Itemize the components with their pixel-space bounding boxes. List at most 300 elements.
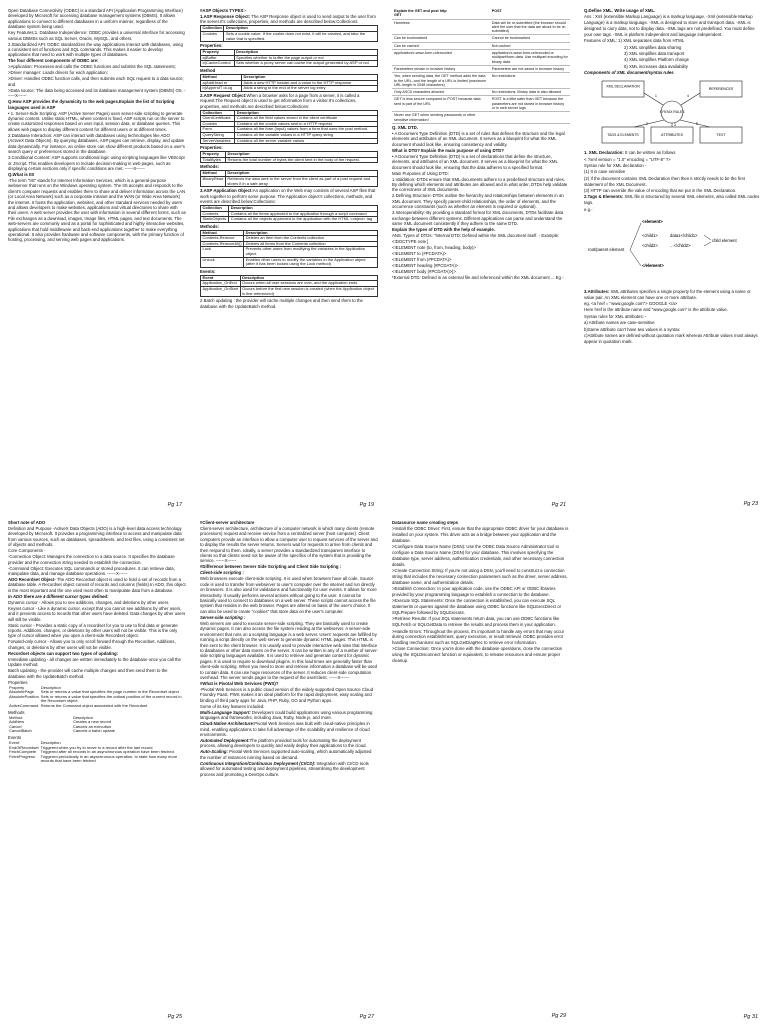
paragraph-text: 3) XML simplifies data transport (624, 50, 685, 56)
paragraph-heading: #What is Pivotal Web Services (PWS)? (200, 680, 279, 686)
step-number: 1 (655, 93, 657, 98)
paragraph (392, 616, 570, 628)
paragraph (584, 157, 762, 163)
table-cell: Sets a cookie value. If the cookie does not exist, it will be created, and take the value that is specified. (224, 32, 378, 42)
paragraph (584, 8, 762, 14)
paragraph-text: c)Attribute names are defined without quotation mark whereas Attribute values must always appear in quotation mark. (584, 332, 758, 344)
tree-root-label: root/parent element (588, 247, 625, 253)
table-cell: EndOfRecordset (9, 744, 39, 750)
table-cell: application/x-www-form-urlencoded (392, 50, 490, 66)
table-cell: Not cached (490, 42, 570, 49)
paragraph (8, 577, 186, 593)
paragraph (200, 681, 378, 686)
table-cell: Contents.RemoveAll() (202, 240, 242, 246)
column-header: Property (201, 50, 235, 56)
paragraph-text: >Driver manager: Loads drivers for each application; (8, 70, 108, 76)
column-header: Description (234, 50, 377, 56)
paragraph-heading: Q.Define XML. Write usage of XML. (584, 8, 656, 13)
table-cell: Yes, when sending data, the GET method adds the data to the URL; and the length of a URL is limited (maximum URL length is 2048 characters) (392, 73, 490, 89)
paragraph-text: 4) XML simplifies Platform change (624, 57, 690, 63)
table-cell: Cannot be bookmarked (490, 35, 570, 42)
page-27-text (200, 520, 378, 777)
response-methods-table (200, 74, 378, 92)
paragraph (8, 520, 186, 525)
table-row (201, 176, 378, 186)
paragraph-text: Open Database Connectivity (ODBC) is a standard API (Application Programming Interface) developed by Microsoft for accessing database management systems (DBMS). It allows applications to connect to different databases in a uniform manner, regardless of the database system being used. (8, 8, 183, 30)
page-17-text (8, 8, 186, 243)
xml-definition (584, 8, 762, 76)
table-cell: No restrictions (490, 73, 570, 89)
xml-declaration-label: XML DECLARATION (606, 84, 640, 89)
paragraph (200, 710, 378, 721)
paragraph (8, 680, 186, 685)
paragraph (8, 657, 186, 668)
paragraph-text: Web browsers execute client-side scripting. It is used when browsers have all code. Source code is used to transfer from webserver to user's computer over the internet and run directly on browsers. It is also used for validations and functionality for user events. It allows for more interactivity. It usually performs several actions without going to the user. It cannot be basically used to connect to databases on a web server. These scripts cannot access the file system that resides in the web browser. Pages are altered on basis of the user's choice. It can also be used to create "cookies" that store data on the user's computer. (200, 576, 377, 614)
column-header: Method (201, 74, 242, 80)
table-cell: POST is a little safer than GET because the parameters are not stored in browser history or in web server logs (490, 96, 570, 112)
paragraph-heading: Explain the types of DTD with the help of example. (392, 227, 495, 232)
page-number: Pg 31 (743, 1013, 758, 1020)
column-header: Description (240, 275, 377, 281)
paragraph (200, 687, 378, 703)
column-header: Property (201, 152, 226, 158)
properties-label: Properties: (200, 43, 223, 49)
paragraph-text: Some of its key features included: (200, 703, 265, 709)
paragraph (8, 111, 186, 133)
table-cell: Cancel (9, 723, 22, 729)
paragraph (584, 14, 762, 37)
paragraph-text: Features of XML: 1) XML separates data from HTML (584, 38, 685, 44)
paragraph (392, 154, 570, 170)
events-label: Events (8, 735, 22, 741)
request-methods-table (200, 170, 378, 187)
table-row (201, 32, 378, 42)
response-properties-table (200, 49, 378, 67)
table-cell: Retrieves the data sent to the server from the client as part of a post request and stores it in a safe array (225, 176, 377, 186)
paragraph (200, 564, 378, 569)
table-row (201, 61, 378, 67)
table-cell: Contains all the field values stored in the client certificate (235, 116, 378, 122)
table-cell: Cookies (201, 32, 224, 42)
table-row (8, 729, 186, 734)
paragraph-text: -The term "IIS" stands for Internet Information Services, which is a general-purpose webserver that runs on the Windows operating system. The IIS accepts and responds to the client's computer requests and enables them to share and deliver information across the LAN (or Local Area Network) such as a corporate intranet and the WAN (or Wide Area Network) the internet. It hosts the application, websites, and other standard services needed by users and allows developers to make websites, applications and virtual directories to share with their users. A web server provides the user with information in several different forms, such as File exchanges as a download, images, Image files, HTML pages, and text documents. The web-servers are commonly used as a portal for sophisticated and highly interactive websites, applications that hold middleware and back-end applications together to make everything operational. It also provides hardware and software components, with the primary function of hosting, processing, and serving web pages and applications. (8, 177, 186, 243)
paragraph (584, 176, 762, 188)
methods-label: Methods: (200, 164, 220, 170)
paragraph (392, 245, 570, 250)
paragraph (584, 57, 762, 63)
paragraph-text: Keyset cursor - Like a dynamic cursor, except that you cannot see additions by other users, and it prevents access to records that other users have deleted. Data changes by other users will still be visible. (8, 605, 186, 622)
paragraph (200, 761, 378, 777)
paragraph (392, 586, 570, 598)
paragraph-text: >Configure Data Source Name (DSN): Use the ODBC Data Source Administrator tool to configure a Data Source Name (DSN) for your database. This involves specifying the database type, server address, authentication credentials, and other necessary connection details. (392, 544, 565, 567)
paragraph (8, 594, 186, 599)
table-cell: GET is less secure compared to POST because data sent is part of the URL (392, 96, 490, 112)
paragraph-heading: Multi-Language Support: (200, 709, 251, 715)
table-cell: Returns the total number of bytes the client sent in the body of the request. (226, 157, 378, 163)
table-cell: Application_OnStart (201, 287, 241, 297)
paragraph (8, 566, 186, 577)
paragraph (8, 526, 186, 548)
paragraph-heading: In ADO there are 4 different cursor types defined: (8, 593, 109, 599)
tree-child2: <child2> (642, 243, 658, 249)
paragraph (200, 520, 378, 525)
paragraph-text: Client-server architecture, architecture of a computer network in which many clients (remote processors) request and receive service from a centralized server (host computer). Client computers provide an interface to allow a computer user to request services of the server and to display the results the server returns. Servers wait for requests to arrive from clients and then respond to them. Ideally, a server provides a standardized transparent interface to clients so that clients need not be aware of the specifics of the system that is providing the service. ------X------ (200, 526, 378, 564)
xml-element-tree (584, 215, 760, 285)
paragraph-text: >Close Connection: Once you're done with the database operations, close the connection using the SQLDisconnect function or equivalent, to release resources and ensure proper cleanup. (392, 646, 563, 664)
page-number: Pg 21 (551, 501, 566, 508)
application-object-title: 3.ASP Application Object: (200, 188, 253, 194)
paragraph-text: < ?xml version = "1.0" encoding = "UTF-8" ?> (584, 156, 671, 162)
table-cell: Contains all the variable values in a HTTP query string (235, 132, 378, 138)
page-29-text (392, 520, 570, 664)
table-cell: Sets whether a proxy server can cache the output generated by ASP or not (234, 61, 377, 67)
paragraph (392, 239, 570, 244)
table-cell: ActiveCommand (9, 703, 39, 709)
paragraph-heading: Continuous Integration/Continuous Deployment (CI/CD): (200, 760, 316, 766)
table-cell: ServerVariables (201, 138, 235, 144)
table-cell: BinaryRead (201, 176, 226, 186)
page-number: Pg 23 (743, 501, 758, 508)
tree-data2: ...</child2> (670, 243, 691, 249)
paragraph-text: >Data source: The data being accessed and its database management system (DBMS) OS. ------X------ (8, 87, 186, 99)
paragraph-text: 3.Conditional Content: ASP supports conditional logic using scripting languages like VBScript or JScript. This enables developers to include decision-making in web pages, such as displaying certain sections only if specific conditions are met. ------X------ (8, 155, 185, 171)
table-cell: AddNew (9, 719, 25, 725)
xml-attributes-text (584, 289, 762, 345)
page-number: Pg 29 (551, 1013, 566, 1020)
paragraph-text: 5) XML increases data availability (624, 63, 688, 69)
paragraph-heading: Auto-Scaling: (200, 749, 228, 755)
paragraph-text: Key Features:1. Database Independence: ODBC provides a universal interface for accessing various DBMSs such as SQL Server, Oracle, MySQL, and others. (8, 30, 185, 41)
table-cell: AbsolutePage (9, 689, 34, 695)
page-21 (384, 0, 576, 512)
method-label: Method (200, 67, 216, 73)
paragraph-heading: Short note of ADO (8, 520, 46, 525)
paragraph-text: Pivotal Web Services supported auto-scaling, which automatically adjusted the number of instances running based on demand. (200, 749, 372, 760)
paragraph (8, 606, 186, 622)
paragraph (584, 45, 762, 51)
page-17 (0, 0, 192, 512)
page-23 (576, 0, 768, 512)
paragraph (392, 171, 570, 176)
paragraph-text: <!ELEMENT note (to, from, heading, body)> (392, 245, 476, 250)
connector (644, 93, 663, 105)
paragraph-heading: The four different components of ODBC are: (8, 58, 99, 64)
paragraph-text: Ans : Xml (extensible Markup Language) is a markup language. -Xml (extensible Markup Language) is a markup language. -XML is designed to store and transport data. -XML is designed to carry data, not to display data. -XML tags are not predefined. You must define your own tags. -XML is platform independent and language independent. (584, 14, 755, 37)
paragraph-heading: 2.Tags & Elements: (584, 194, 624, 200)
table-cell: application/x-www-form-urlencoded or multipart/form-data. Use multipart encoding for binary data (490, 50, 570, 66)
tree-element-close: </element> (642, 263, 664, 269)
table-cell: Contains all the server variable values (235, 138, 378, 144)
table-row (201, 138, 378, 144)
page-27 (192, 512, 384, 1024)
column-header: Collection (201, 110, 235, 116)
step-number: 5 (696, 121, 698, 126)
tree-connector (630, 250, 641, 266)
response-collections-table (200, 25, 378, 42)
table-cell: a)Buffer (201, 55, 235, 61)
column-header: Description (224, 26, 378, 32)
table-cell: Occurs when all user sessions are over, and the application ends (240, 281, 377, 287)
paragraph-text: Syntax rules for XML attributes: - (584, 313, 647, 319)
column-header: Event (9, 740, 20, 746)
paragraph-heading: #Client-server architecture (200, 520, 255, 525)
paragraph (200, 576, 378, 614)
table-cell: Creates a new record (72, 719, 112, 725)
paragraph-text: Dynamic cursor - Allows you to see additions, changes, and deletions by other users. (8, 599, 170, 605)
tree-connector (704, 242, 711, 246)
paragraph (392, 526, 570, 543)
paragraph-text: >Establish Connection: In your application code, use the ODBC API or ODBC libraries provided by your programming language to establish a connection to the database. (392, 586, 556, 597)
paragraph-text: The platform provided tools for automating the deployment process, allowing developers to quickly and easily deploy their applications to the cloud. (200, 737, 367, 749)
paragraph-text: <!ELEMENT from (#PCDATA)> (392, 257, 452, 262)
paragraph (200, 738, 378, 749)
page-number: Pg 19 (359, 501, 374, 508)
paragraph (8, 639, 186, 650)
table-row (201, 257, 378, 267)
table-cell: Returns the Command object associated with the Recordset (40, 703, 148, 709)
column-header: Event (201, 275, 241, 281)
paragraph-heading: Q. XML DTD. (392, 124, 418, 130)
table-row (201, 247, 378, 257)
paragraph-text: • A Document Type Definition (DTD) is a set of rules that defines the structure and the legal elements and attributes of an XML document. It serves as a blueprint for what the XML document should look like, ensuring consistency and validity. (392, 130, 565, 147)
table-cell: Triggered when you try to move to a record after the last record (40, 744, 153, 750)
paragraph-text: Syntax rule for XML declaration - (584, 163, 647, 169)
table-cell: Adds a string to the end of the server log entry (241, 86, 377, 92)
table-row (392, 35, 570, 42)
table-row (392, 96, 570, 112)
page-31 (576, 512, 768, 1024)
recordset-events-table (8, 741, 186, 764)
paragraph (200, 721, 378, 737)
paragraph-text: <!ELEMENT to (#PCDATA)> (392, 251, 447, 256)
column-header: Description (40, 740, 61, 746)
table-row (8, 755, 186, 764)
paragraph (392, 177, 570, 193)
table-cell: Lock (201, 247, 244, 257)
table-cell: Only ASCII characters allowed (392, 89, 490, 96)
table-cell: Contains all the form (input) values from a form that uses the post method (235, 127, 378, 133)
tags-elements-label: TAGS & ELEMENTS (607, 132, 639, 137)
page-25 (0, 512, 192, 1024)
paragraph-heading: 1. XML Declaration: (584, 150, 624, 156)
page-25-text (8, 520, 186, 685)
paragraph-text: The ADO Recordset object is used to hold a set of records from a database table. A Recordset object consist of records and columns (fields).In ADO, this object is the most important and the one used most often to manipulate data from a database. (8, 577, 186, 593)
paragraph (8, 178, 186, 243)
connector (681, 93, 700, 105)
table-cell: Enables other users to modify the variables in the Application object (after it has been locked using the Lock method) (244, 257, 378, 267)
paragraph-text: Definition and Purpose -ActiveX Data Objects (ADO) is a high-level data access technology developed by Microsoft. It provides a programming interface to access and manipulate data from various sources, such as databases, spreadsheets, and text files, using a consistent set of objects and methods. (8, 526, 185, 548)
step-number: 2 (646, 121, 648, 126)
column-header: Description (225, 171, 377, 177)
page-21-text (392, 125, 570, 280)
response-object-intro (200, 14, 378, 25)
table-cell: Application_OnEnd (201, 281, 241, 287)
table-cell: b)CacheControl (201, 61, 235, 67)
table-cell: FetchComplete (9, 749, 37, 755)
table-row (392, 65, 570, 72)
paragraph-text: >Execute SQL Statements: Once the connection is established, you can execute SQL statements or queries against the database using ODBC functions like SQLExecDirect or SQLPrepare followed by SQLExecute. (392, 598, 562, 615)
paragraph-heading: Components of XML document/syntax rules (584, 70, 674, 76)
paragraph-heading: Cloud-Native Architecture: (200, 721, 255, 727)
table-cell: Contains all the objects appended to the application with the HTML <object> tag (229, 217, 378, 223)
paragraph (584, 38, 762, 44)
paragraph-text: Static cursor - Provides a static copy of a recordset for you to use to find data or generate reports. Additions, changes, or deletions by other users will not be visible. This is the only type of cursor allowed when you open a client-side Recordset object. (8, 622, 178, 639)
paragraph-text: (2) If the document contains XML Declaration then then it strictly needs to be the first statement of the XML Document. (584, 175, 745, 187)
tree-child-element-label: child element (712, 238, 737, 244)
paragraph-heading: Automated Deployment: (200, 737, 250, 743)
events-label: Events: (200, 268, 216, 274)
paragraph-text: <!DOCTYPE note [ (392, 239, 429, 244)
table-cell: StaticObjects (201, 217, 229, 223)
paragraph-heading: ADO Recordset Object- (8, 577, 56, 583)
table-row (392, 89, 570, 96)
paragraph (584, 207, 762, 213)
paragraph-text: b)Same attribute can't have two values in a syntax (584, 326, 680, 332)
table-cell (490, 112, 570, 124)
table-cell: Sets or returns a value that specifies the ordinal position of the current record in the Recordset object (40, 693, 182, 704)
paragraph (392, 210, 570, 226)
paragraph-heading: Datasource name creating steps (392, 520, 459, 525)
page-19 (192, 0, 384, 512)
paragraph (392, 520, 570, 526)
table-cell: Can be cached (392, 42, 490, 49)
text-label: TEXT (716, 132, 726, 137)
paragraph (584, 289, 762, 301)
paragraph-text: *External DTD: Defined in an external file and referenced within the XML document ... Eg - (392, 275, 564, 280)
column-header: Description (241, 74, 377, 80)
paragraph (8, 30, 186, 41)
table-cell: Cancels a batch update (72, 728, 115, 734)
paragraph-text: 2) XML simplifies data sharing (624, 44, 682, 50)
paragraph-text: (3) HTTP can override the value of encoding that we put in the XML Declaration. (584, 188, 737, 194)
paragraph-text: 3.Interoperability:-By providing a standard format for XML documents, DTDs facilitate data exchange between different systems. Different applications can parse and understand the same XML document consistently if they adhere to the same DTD. (392, 210, 564, 226)
column-header: Method (201, 230, 244, 236)
paragraph (8, 155, 186, 171)
table-cell: TotalBytes (201, 157, 226, 163)
paragraph (8, 99, 186, 110)
application-object-text: An application on the Web may consists of several ASP files that work together to perform some purpose. The Application object's collections, methods, and events are described below:Collections: (200, 188, 376, 204)
paragraph-text: >Install the ODBC Driver: First, ensure that the appropriate ODBC driver for your database is installed on your system. This driver acts as a bridge between your application and the database. (392, 526, 569, 543)
paragraph-text: It can be written as follows (623, 150, 676, 156)
paragraph (584, 188, 762, 194)
paragraph-text: -Command Object: Executes SQL commands or stored procedures. It can retrieve data, manipulate data, and manage database operations. ------X------ (8, 565, 175, 577)
connector (680, 120, 710, 127)
paragraph (584, 320, 762, 326)
table-cell: Never use GET when sending passwords or other sensitive information! (392, 112, 490, 124)
paragraph-text: >Retrieve Results: If your SQL statements return data, you can use ODBC functions like SQLFetch or SQLGetData to retrieve the results and process them in your application. (392, 616, 560, 628)
table-cell: Specifies whether to buffer the page output or not (234, 55, 377, 61)
table-cell: Cancels an execution (72, 723, 112, 729)
table-cell: AbsolutePosition (9, 693, 39, 699)
column-header: Method (201, 171, 226, 177)
paragraph (392, 125, 570, 130)
column-header: Description (229, 205, 378, 211)
paragraph-heading: 3.Attributes: (584, 288, 610, 294)
table-row (392, 73, 570, 89)
column-header: Collection (202, 25, 222, 31)
paragraph (8, 172, 186, 177)
column-header: Description (244, 230, 378, 236)
table-row (392, 112, 570, 124)
table-cell: Occurs before the first new session is created (when the Application object is first referenced) (240, 287, 377, 297)
attributes-label: ATTRIBUTES (660, 132, 684, 137)
paragraph (392, 598, 570, 615)
paragraph (8, 554, 186, 565)
column-header: Description (226, 152, 378, 158)
xml-components-diagram (584, 79, 760, 147)
paragraph-heading: What is DTD? Explain the main purpose of using DTD? (392, 147, 504, 153)
paragraph-text: XML file is structured by several XML elements, also called XML nodes tags. (584, 194, 760, 206)
paragraph (584, 333, 762, 345)
xml-declaration-text (584, 150, 762, 212)
application-methods-table (200, 230, 378, 268)
page-number: Pg 17 (167, 501, 182, 508)
properties-label: Properties: (200, 145, 223, 151)
paragraph (584, 169, 762, 175)
paragraph-text: 2.Database Interaction: ASP can interact with databases using technologies like ADO (ActiveX Data Objects). By querying databases, ASP pages can retrieve, display, and update data dynamically. For instance, an online store can show different products based on a user's search query or preferences stored in the database. (8, 132, 185, 155)
paragraph (392, 646, 570, 663)
column-header: Description (40, 684, 61, 690)
paragraph-text: eg. <a href = "www.google.com"> GOOGLE </a> (584, 301, 678, 307)
table-row (392, 42, 570, 49)
paragraph (392, 629, 570, 646)
get-post-table (392, 8, 570, 124)
table-row (392, 19, 570, 35)
tree-element-open: <element> (642, 219, 663, 225)
paragraph-text: -Connection Object: Manages the connection to a data source. It specifies the database provider and the connection string needed to establish the connection. (8, 554, 175, 565)
table-cell: Unlock (201, 257, 244, 267)
paragraph (200, 749, 378, 760)
paragraph-text: >Application: Processes and calls the ODBC functions and submits the SQL statements; (8, 64, 176, 70)
page-number: Pg 25 (167, 1013, 182, 1020)
paragraph (584, 70, 762, 76)
paragraph (392, 568, 570, 585)
paragraph-text: <!ELEMENT body (#PCDATA)>]> (392, 269, 456, 274)
paragraph (8, 623, 186, 639)
table-cell: CancelBatch (9, 728, 32, 734)
table-cell: Contains all the items appended to the application through a script command (229, 211, 378, 217)
tree-connector (704, 235, 711, 240)
paragraph-text: Forward-only cursor - Allows you to only scroll forward through the Recordset. Additions, changes, or deletions by other users will not be visible. (8, 639, 176, 650)
paragraph-text: Pivotal Web Services was built with cloud-native principles in mind, enabling applications to take full advantage of the scalability and resilience of cloud environments. (200, 721, 370, 737)
paragraph (584, 314, 762, 320)
table-cell: Deletes an item from the Contents collection (244, 236, 378, 242)
application-events-table (200, 275, 378, 297)
tree-connector (630, 223, 641, 250)
table-cell: Parameters are not saved in browser history (490, 65, 570, 72)
paragraph (8, 76, 186, 87)
paragraph (392, 131, 570, 147)
paragraph (584, 194, 762, 206)
table-cell: Data will be re-submitted (the browser should alert the user that the data are about to be re-submitted) (490, 19, 570, 35)
table-cell: Form (201, 127, 235, 133)
paragraph (200, 615, 378, 620)
paragraph (392, 544, 570, 567)
references-label: REFERENCES (708, 86, 734, 91)
get-post-title: Explain the GET and post http GET (392, 8, 490, 19)
paragraph-text: XML attributes specifies a single property for the element using a name or value pair. An XML element can have one or more attribute. (584, 288, 751, 300)
table-cell: b)AppendT oLog (201, 86, 242, 92)
paragraph (584, 150, 762, 156)
table-cell: QueryString (201, 132, 235, 138)
paragraph (200, 704, 378, 709)
paragraph (584, 301, 762, 307)
table-cell: Deletes all items from the Contents collection (244, 241, 378, 247)
paragraph (200, 621, 378, 680)
paragraph-text: Web servers are used to execute server-side scripting. They are basically used to create dynamic pages. It can also access the file system residing at the webserver. A server-side environment that runs on a scripting language is a web server. Users' requests are fulfilled by running a script directly on the web server to generate dynamic HTML pages. This HTML is then sent to the client browser. It is usually used to provide interactive web sites that interface to databases or other data stores on the server. It can be written in any of a number of server-side scripting languages available. It is used to retrieve and generate content for dynamic pages. It is used to require to download plugins. In this load times are generally faster than client-side scripting. When you need to store and retrieve information a database will be used to contain data. It can use huge resources of the server. It reduces client-side computation overhead. The server sends pages to the request of the user/client. ------X------ (200, 620, 378, 680)
paragraph (200, 526, 378, 564)
table-cell: Cookies (201, 121, 235, 127)
